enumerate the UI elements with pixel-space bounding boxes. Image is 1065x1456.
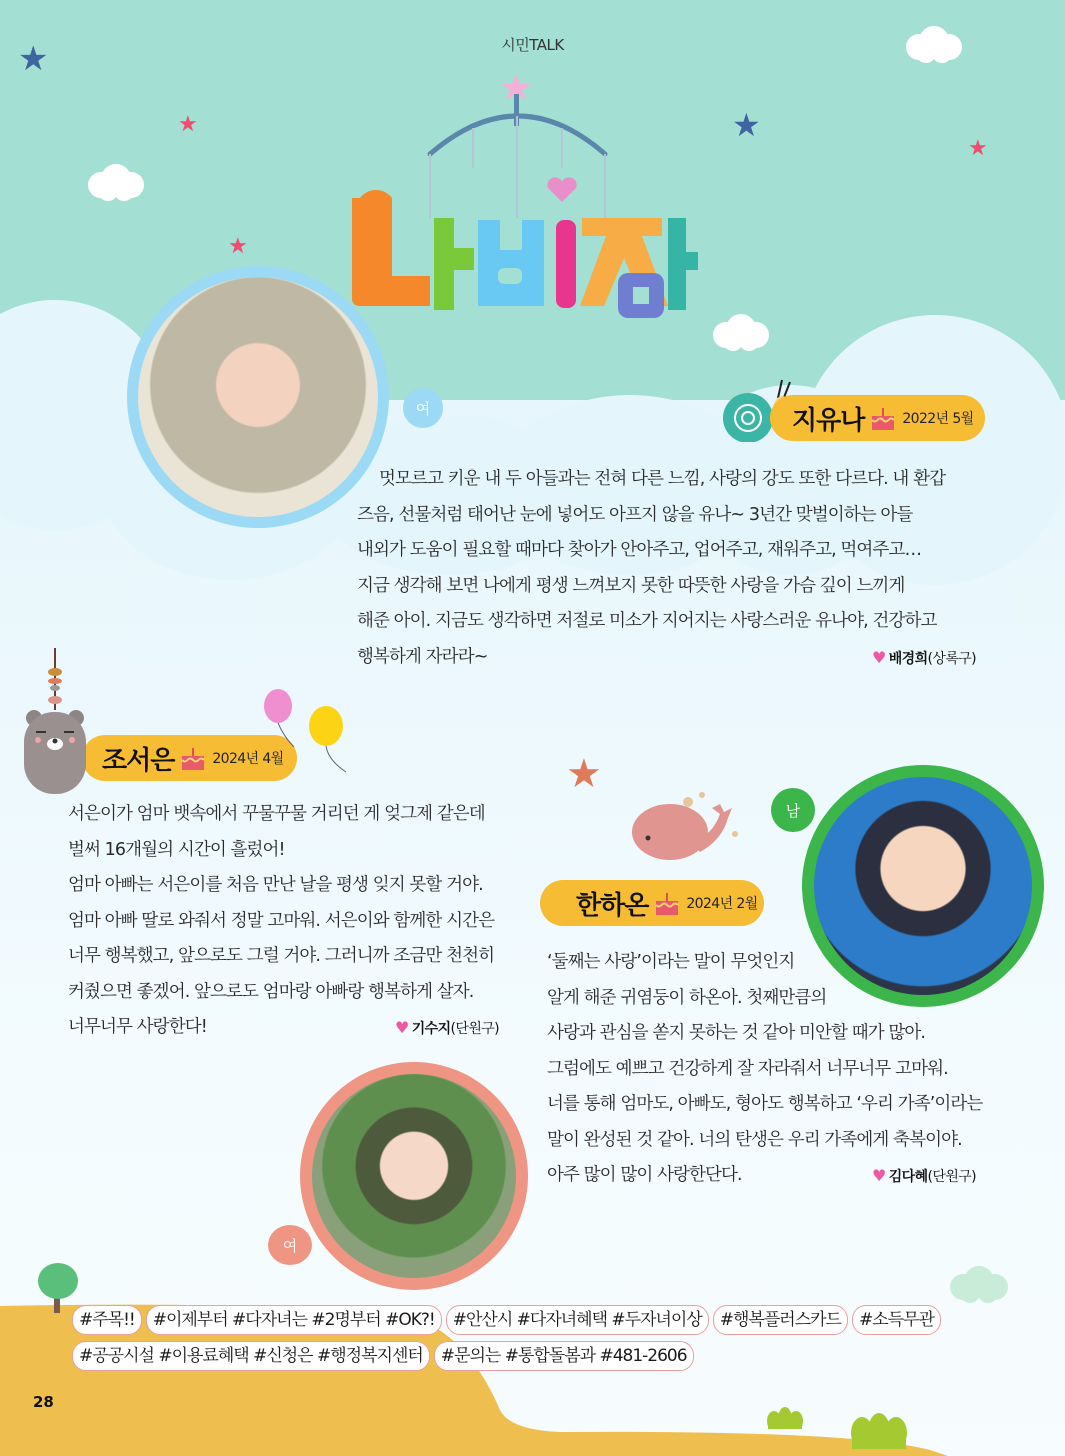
page-number: 28 [33, 1393, 54, 1411]
child-name: 지유나 [792, 405, 865, 436]
child-photo-yuna [127, 266, 389, 528]
message-line: 말이 완성된 것 같아. 너의 탄생은 우리 가족에게 축복이야. [547, 1129, 962, 1150]
message-line: 너무너무 사랑한다! [68, 1017, 207, 1037]
message-line: 해준 아이. 지금도 생각하면 저절로 미소가 지어지는 사랑스러운 유나야, 건강하고 [357, 611, 937, 631]
message-line: 너를 통해 엄마도, 아빠도, 형아도 행복하고 ‘우리 가족’이라는 [547, 1094, 983, 1114]
birth-date: 2024년 4월 [212, 751, 284, 767]
message-line: 사랑과 관심을 쏟지 못하는 것 같아 미안할 때가 많아. [547, 1023, 926, 1043]
message-line: 너무 행복했고, 앞으로도 그럴 거야. 그러니까 조금만 천천히 [68, 946, 495, 966]
hashtag-chip: #공공시설 #이용료혜택 #신청은 #행정복지센터 [72, 1341, 430, 1371]
message-line: 행복하게 자라라~ [357, 646, 488, 667]
author-name: 기수지 [411, 1021, 451, 1037]
hashtag-chip: #문의는 #통합돌봄과 #481-2606 [434, 1341, 694, 1371]
abacus-ornament-icon [45, 648, 65, 710]
author-name: 김다혜 [888, 1169, 928, 1185]
author-district: (단원구) [927, 1169, 977, 1185]
message-line: 지금 생각해 보면 나에게 평생 느껴보지 못한 따뜻한 사랑을 가슴 깊이 느끼게 [357, 575, 905, 596]
gender-badge: 여 [403, 388, 443, 428]
message-line: 엄마 아빠 딸로 와줘서 정말 고마워. 서은이와 함께한 시간은 [68, 910, 495, 931]
birthday-cake-icon [654, 891, 680, 915]
bush-icon [850, 1413, 908, 1449]
child-name: 한하온 [576, 890, 649, 921]
title-mobile-logo [340, 68, 700, 320]
starfish-icon: ★ [566, 751, 602, 797]
section-label: 시민TALK [501, 36, 564, 54]
message-line: 커줬으면 좋겠어. 앞으로도 엄마랑 아빠랑 행복하게 살자. [68, 981, 474, 1002]
whale-icon [630, 790, 740, 865]
cloud-icon [86, 163, 146, 203]
birthday-cake-icon [870, 406, 896, 430]
message-yuna [357, 462, 982, 675]
name-tag-haon [540, 880, 764, 926]
message-line: 아주 많이 많이 사랑한단다. [547, 1165, 742, 1185]
message-line: 즈음, 선물처럼 태어난 눈에 넣어도 아프지 않을 유나~ 3년간 맞벌이하는 아들 [357, 504, 913, 525]
birthday-cake-icon [180, 746, 206, 770]
message-line: 서은이가 엄마 뱃속에서 꾸물꾸물 거리던 게 엊그제 같은데 [68, 804, 485, 824]
star-icon: ★ [228, 234, 248, 259]
author-signature [395, 1018, 499, 1038]
hashtag-chip: #행복플러스카드 [713, 1305, 848, 1335]
message-seoeun [68, 797, 508, 1046]
bush-icon [766, 1407, 804, 1429]
birth-date: 2024년 2월 [686, 896, 758, 912]
gender-badge: 여 [268, 1225, 312, 1265]
heart-icon: ♥ [395, 1018, 409, 1037]
hashtag-row [72, 1305, 992, 1335]
hashtag-chip: #이제부터 #다자녀는 #2명부터 #OK?! [146, 1305, 442, 1335]
cloud-icon [904, 25, 964, 65]
star-icon: ★ [18, 39, 49, 79]
author-name: 배경희 [888, 651, 928, 667]
message-haon [547, 945, 987, 1194]
star-icon: ★ [732, 106, 761, 144]
message-line: 알게 해준 귀염둥이 하온아. 첫째만큼의 [547, 987, 827, 1008]
name-tag-yuna [770, 395, 985, 441]
author-signature [872, 1166, 976, 1186]
author-district: (단원구) [450, 1021, 500, 1037]
hashtag-row [72, 1341, 992, 1371]
heart-icon: ♥ [872, 648, 886, 667]
star-icon: ★ [968, 136, 988, 161]
message-line: 엄마 아빠는 서은이를 처음 만난 날을 평생 잊지 못할 거야. [68, 875, 483, 895]
hashtag-chip: #소득무관 [852, 1305, 941, 1335]
balloons-icon [262, 688, 352, 778]
cloud-icon [711, 313, 771, 353]
birth-date: 2022년 5월 [902, 411, 974, 427]
gender-badge: 남 [771, 788, 815, 832]
hashtag-chip: #안산시 #다자녀혜택 #두자녀이상 [446, 1305, 709, 1335]
message-line: 그럼에도 예쁘고 건강하게 잘 자라줘서 너무너무 고마워. [547, 1058, 948, 1079]
hashtag-list [72, 1305, 992, 1377]
message-line: 멋모르고 키운 내 두 아들과는 전혀 다른 느낌, 사랑의 강도 또한 다르다. 내 환갑 [379, 469, 946, 489]
hashtag-chip: #주목!! [72, 1305, 142, 1335]
child-name: 조서은 [102, 745, 175, 776]
child-photo-seoeun [300, 1062, 528, 1290]
heart-icon: ♥ [872, 1166, 886, 1185]
message-line: 벌써 16개월의 시간이 흘렀어! [68, 839, 285, 860]
message-line: ‘둘째는 사랑’이라는 말이 무엇인지 [547, 952, 795, 972]
bear-icon [22, 708, 88, 794]
message-line: 내외가 도움이 필요할 때마다 찾아가 안아주고, 업어주고, 재워주고, 먹여주고… [357, 540, 922, 560]
author-district: (상록구) [927, 651, 977, 667]
star-icon: ★ [178, 112, 198, 137]
author-signature [872, 648, 976, 668]
